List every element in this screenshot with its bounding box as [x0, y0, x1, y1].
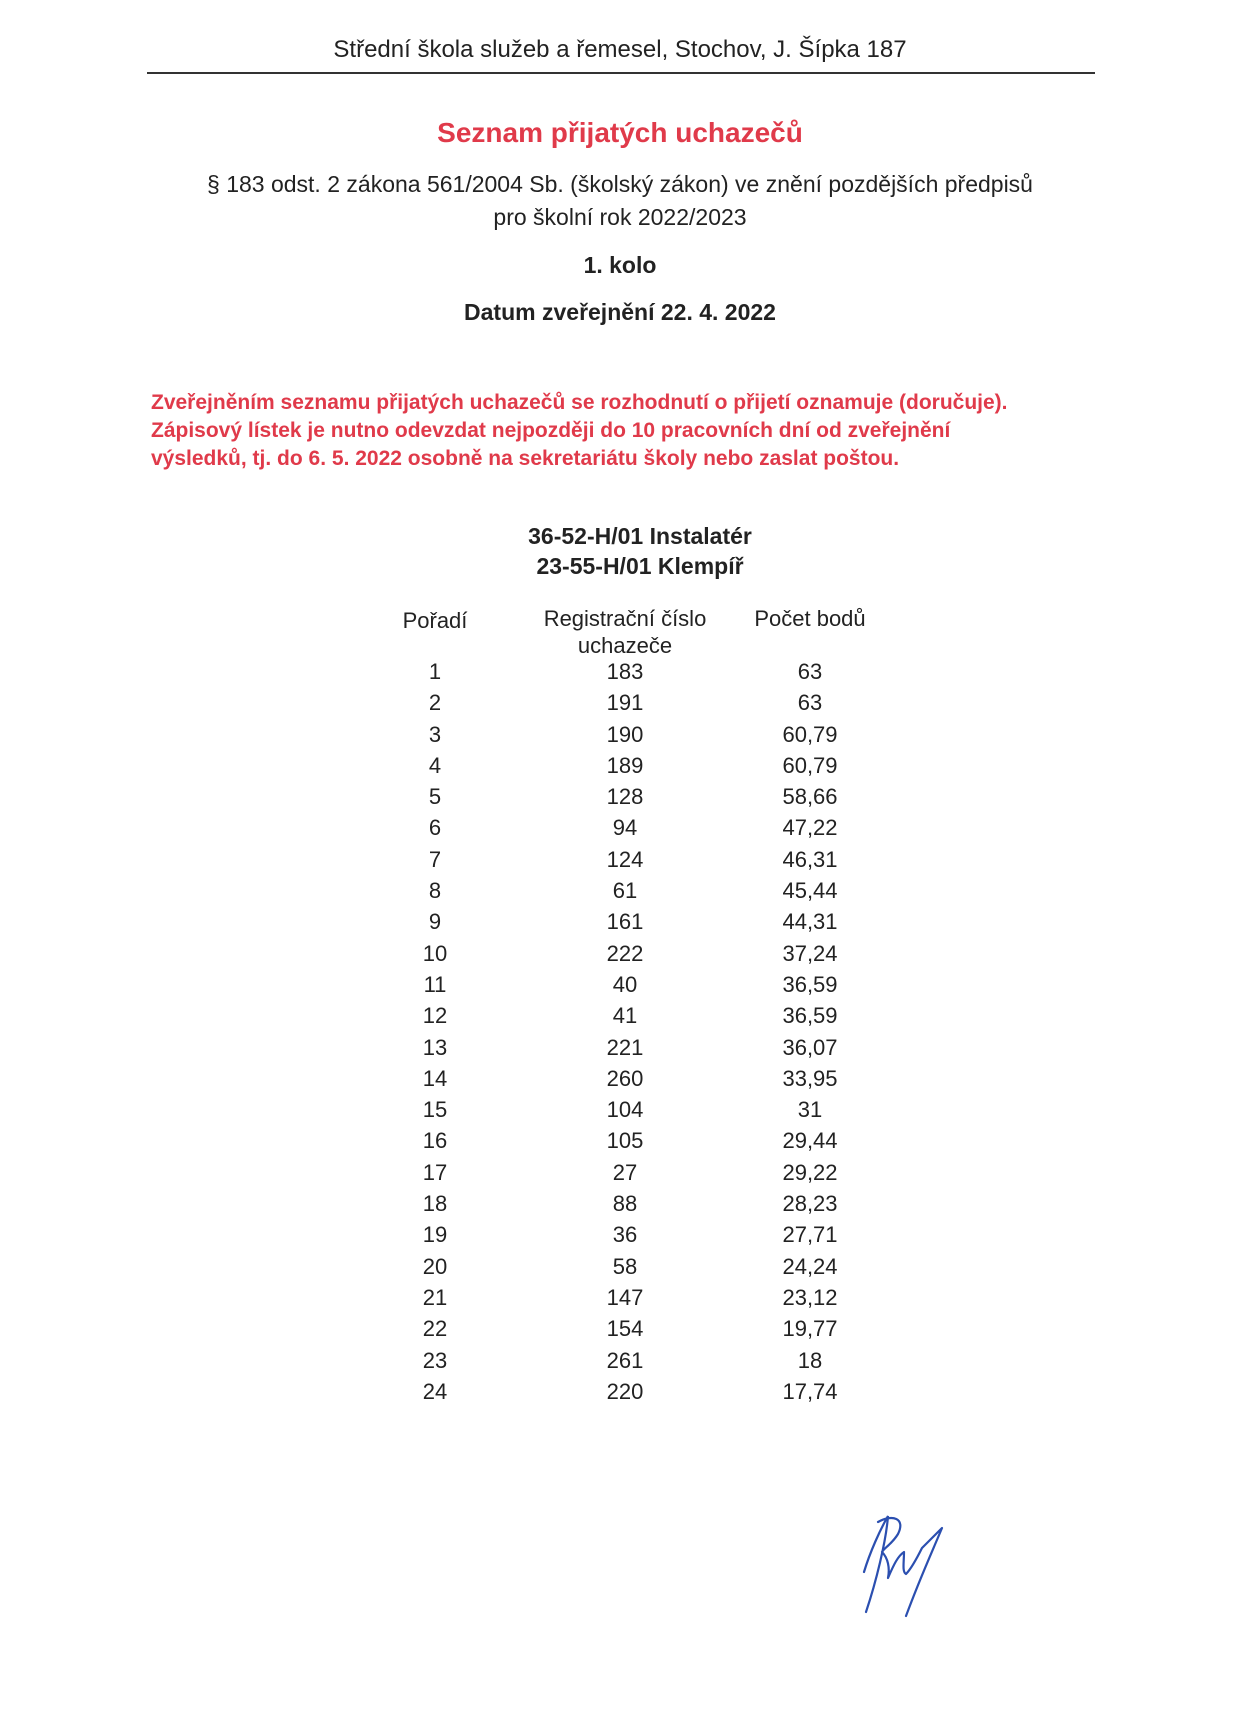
column-header-registration-line: Registrační číslo — [543, 606, 707, 631]
table-row — [0, 722, 1240, 753]
column-header-points: Počet bodů — [754, 606, 866, 631]
table-row — [0, 1035, 1240, 1066]
rank-cell: 18 — [422, 1191, 448, 1217]
registration-cell: 261 — [606, 1347, 644, 1373]
table-row — [0, 1222, 1240, 1253]
points-cell: 28,23 — [782, 1191, 838, 1217]
points-cell: 18 — [797, 1347, 823, 1373]
handwritten-signature — [858, 1512, 948, 1622]
table-row — [0, 1128, 1240, 1159]
table-row — [0, 1160, 1240, 1191]
registration-cell: 61 — [612, 878, 638, 904]
notice-line: Zveřejněním seznamu přijatých uchazečů se rozhodnutí o přijetí oznamuje (doručuje). — [151, 391, 1008, 414]
points-cell: 60,79 — [782, 721, 838, 747]
table-row — [0, 1285, 1240, 1316]
table-row — [0, 690, 1240, 721]
rank-cell: 24 — [422, 1378, 448, 1404]
registration-cell: 128 — [606, 784, 644, 810]
rank-cell: 7 — [428, 846, 442, 872]
registration-cell: 221 — [606, 1034, 644, 1060]
points-cell: 60,79 — [782, 752, 838, 778]
rank-cell: 19 — [422, 1222, 448, 1248]
registration-cell: 36 — [612, 1222, 638, 1248]
admission-round: 1. kolo — [583, 252, 657, 278]
rank-cell: 9 — [428, 909, 442, 935]
registration-cell: 40 — [612, 971, 638, 997]
school-header: Střední škola služeb a řemesel, Stochov, J. Šípka 187 — [333, 36, 907, 63]
table-row — [0, 1379, 1240, 1410]
registration-cell: 58 — [612, 1253, 638, 1279]
column-header-registration — [510, 605, 740, 659]
legal-reference: § 183 odst. 2 zákona 561/2004 Sb. (školský zákon) ve znění pozdějších předpisů — [207, 171, 1033, 197]
study-programs — [0, 521, 1240, 581]
table-row — [0, 659, 1240, 690]
registration-cell: 147 — [606, 1284, 644, 1310]
table-row — [0, 1003, 1240, 1034]
rank-cell: 11 — [423, 971, 447, 997]
registration-cell: 88 — [612, 1191, 638, 1217]
points-cell: 24,24 — [782, 1253, 838, 1279]
table-row — [0, 1316, 1240, 1347]
registration-cell: 27 — [612, 1159, 638, 1185]
registration-cell: 189 — [606, 752, 644, 778]
points-cell: 58,66 — [782, 784, 838, 810]
rank-cell: 15 — [422, 1097, 448, 1123]
table-row — [0, 1191, 1240, 1222]
registration-cell: 220 — [606, 1378, 644, 1404]
points-cell: 36,59 — [782, 971, 838, 997]
points-cell: 19,77 — [782, 1316, 838, 1342]
rank-cell: 2 — [428, 690, 442, 716]
points-cell: 44,31 — [782, 909, 838, 935]
registration-cell: 104 — [606, 1097, 644, 1123]
rank-cell: 4 — [428, 752, 442, 778]
points-cell: 17,74 — [782, 1378, 838, 1404]
rank-cell: 3 — [428, 721, 442, 747]
column-header-rank: Pořadí — [402, 608, 468, 633]
results-table — [0, 659, 1240, 1410]
registration-cell: 260 — [606, 1065, 644, 1091]
registration-cell: 105 — [606, 1128, 644, 1154]
rank-cell: 20 — [422, 1253, 448, 1279]
column-header-registration-line: uchazeče — [577, 633, 673, 658]
table-row — [0, 941, 1240, 972]
rank-cell: 10 — [422, 940, 448, 966]
rank-cell: 17 — [422, 1159, 448, 1185]
table-row — [0, 878, 1240, 909]
table-row — [0, 1254, 1240, 1285]
rank-cell: 8 — [428, 878, 442, 904]
rank-cell: 12 — [422, 1003, 448, 1029]
registration-cell: 124 — [606, 846, 644, 872]
rank-cell: 14 — [422, 1065, 448, 1091]
points-cell: 29,44 — [782, 1128, 838, 1154]
points-cell: 29,22 — [782, 1159, 838, 1185]
points-cell: 63 — [797, 690, 823, 716]
document-title: Seznam přijatých uchazečů — [437, 117, 803, 148]
notice-line: výsledků, tj. do 6. 5. 2022 osobně na sekretariátu školy nebo zaslat poštou. — [151, 447, 900, 470]
notice-line: Zápisový lístek je nutno odevzdat nejpozději do 10 pracovních dní od zveřejnění — [151, 419, 951, 442]
table-row — [0, 1066, 1240, 1097]
notice-block — [151, 389, 1111, 473]
publication-date: Datum zveřejnění 22. 4. 2022 — [464, 299, 776, 325]
registration-cell: 190 — [606, 721, 644, 747]
points-cell: 23,12 — [782, 1284, 838, 1310]
points-cell: 45,44 — [782, 878, 838, 904]
registration-cell: 183 — [606, 659, 644, 684]
school-year: pro školní rok 2022/2023 — [493, 204, 747, 230]
table-row — [0, 815, 1240, 846]
rank-cell: 13 — [422, 1034, 448, 1060]
points-cell: 31 — [797, 1097, 823, 1123]
registration-cell: 154 — [606, 1316, 644, 1342]
header-divider — [147, 72, 1095, 74]
registration-cell: 161 — [606, 909, 644, 935]
program-name: 23-55-H/01 Klempíř — [536, 553, 744, 579]
points-cell: 27,71 — [782, 1222, 838, 1248]
table-row — [0, 753, 1240, 784]
rank-cell: 23 — [422, 1347, 448, 1373]
points-cell: 36,59 — [782, 1003, 838, 1029]
rank-cell: 21 — [422, 1284, 448, 1310]
table-row — [0, 972, 1240, 1003]
table-row — [0, 847, 1240, 878]
points-cell: 33,95 — [782, 1065, 838, 1091]
registration-cell: 41 — [612, 1003, 638, 1029]
points-cell: 46,31 — [782, 846, 838, 872]
table-row — [0, 909, 1240, 940]
table-row — [0, 1348, 1240, 1379]
table-row — [0, 784, 1240, 815]
registration-cell: 191 — [606, 690, 644, 716]
table-row — [0, 1097, 1240, 1128]
rank-cell: 1 — [428, 659, 442, 684]
points-cell: 47,22 — [782, 815, 838, 841]
points-cell: 36,07 — [782, 1034, 838, 1060]
registration-cell: 222 — [606, 940, 644, 966]
points-cell: 63 — [797, 659, 823, 684]
rank-cell: 22 — [422, 1316, 448, 1342]
rank-cell: 16 — [422, 1128, 448, 1154]
rank-cell: 6 — [428, 815, 442, 841]
rank-cell: 5 — [428, 784, 442, 810]
points-cell: 37,24 — [782, 940, 838, 966]
program-name: 36-52-H/01 Instalatér — [528, 523, 752, 549]
registration-cell: 94 — [612, 815, 638, 841]
